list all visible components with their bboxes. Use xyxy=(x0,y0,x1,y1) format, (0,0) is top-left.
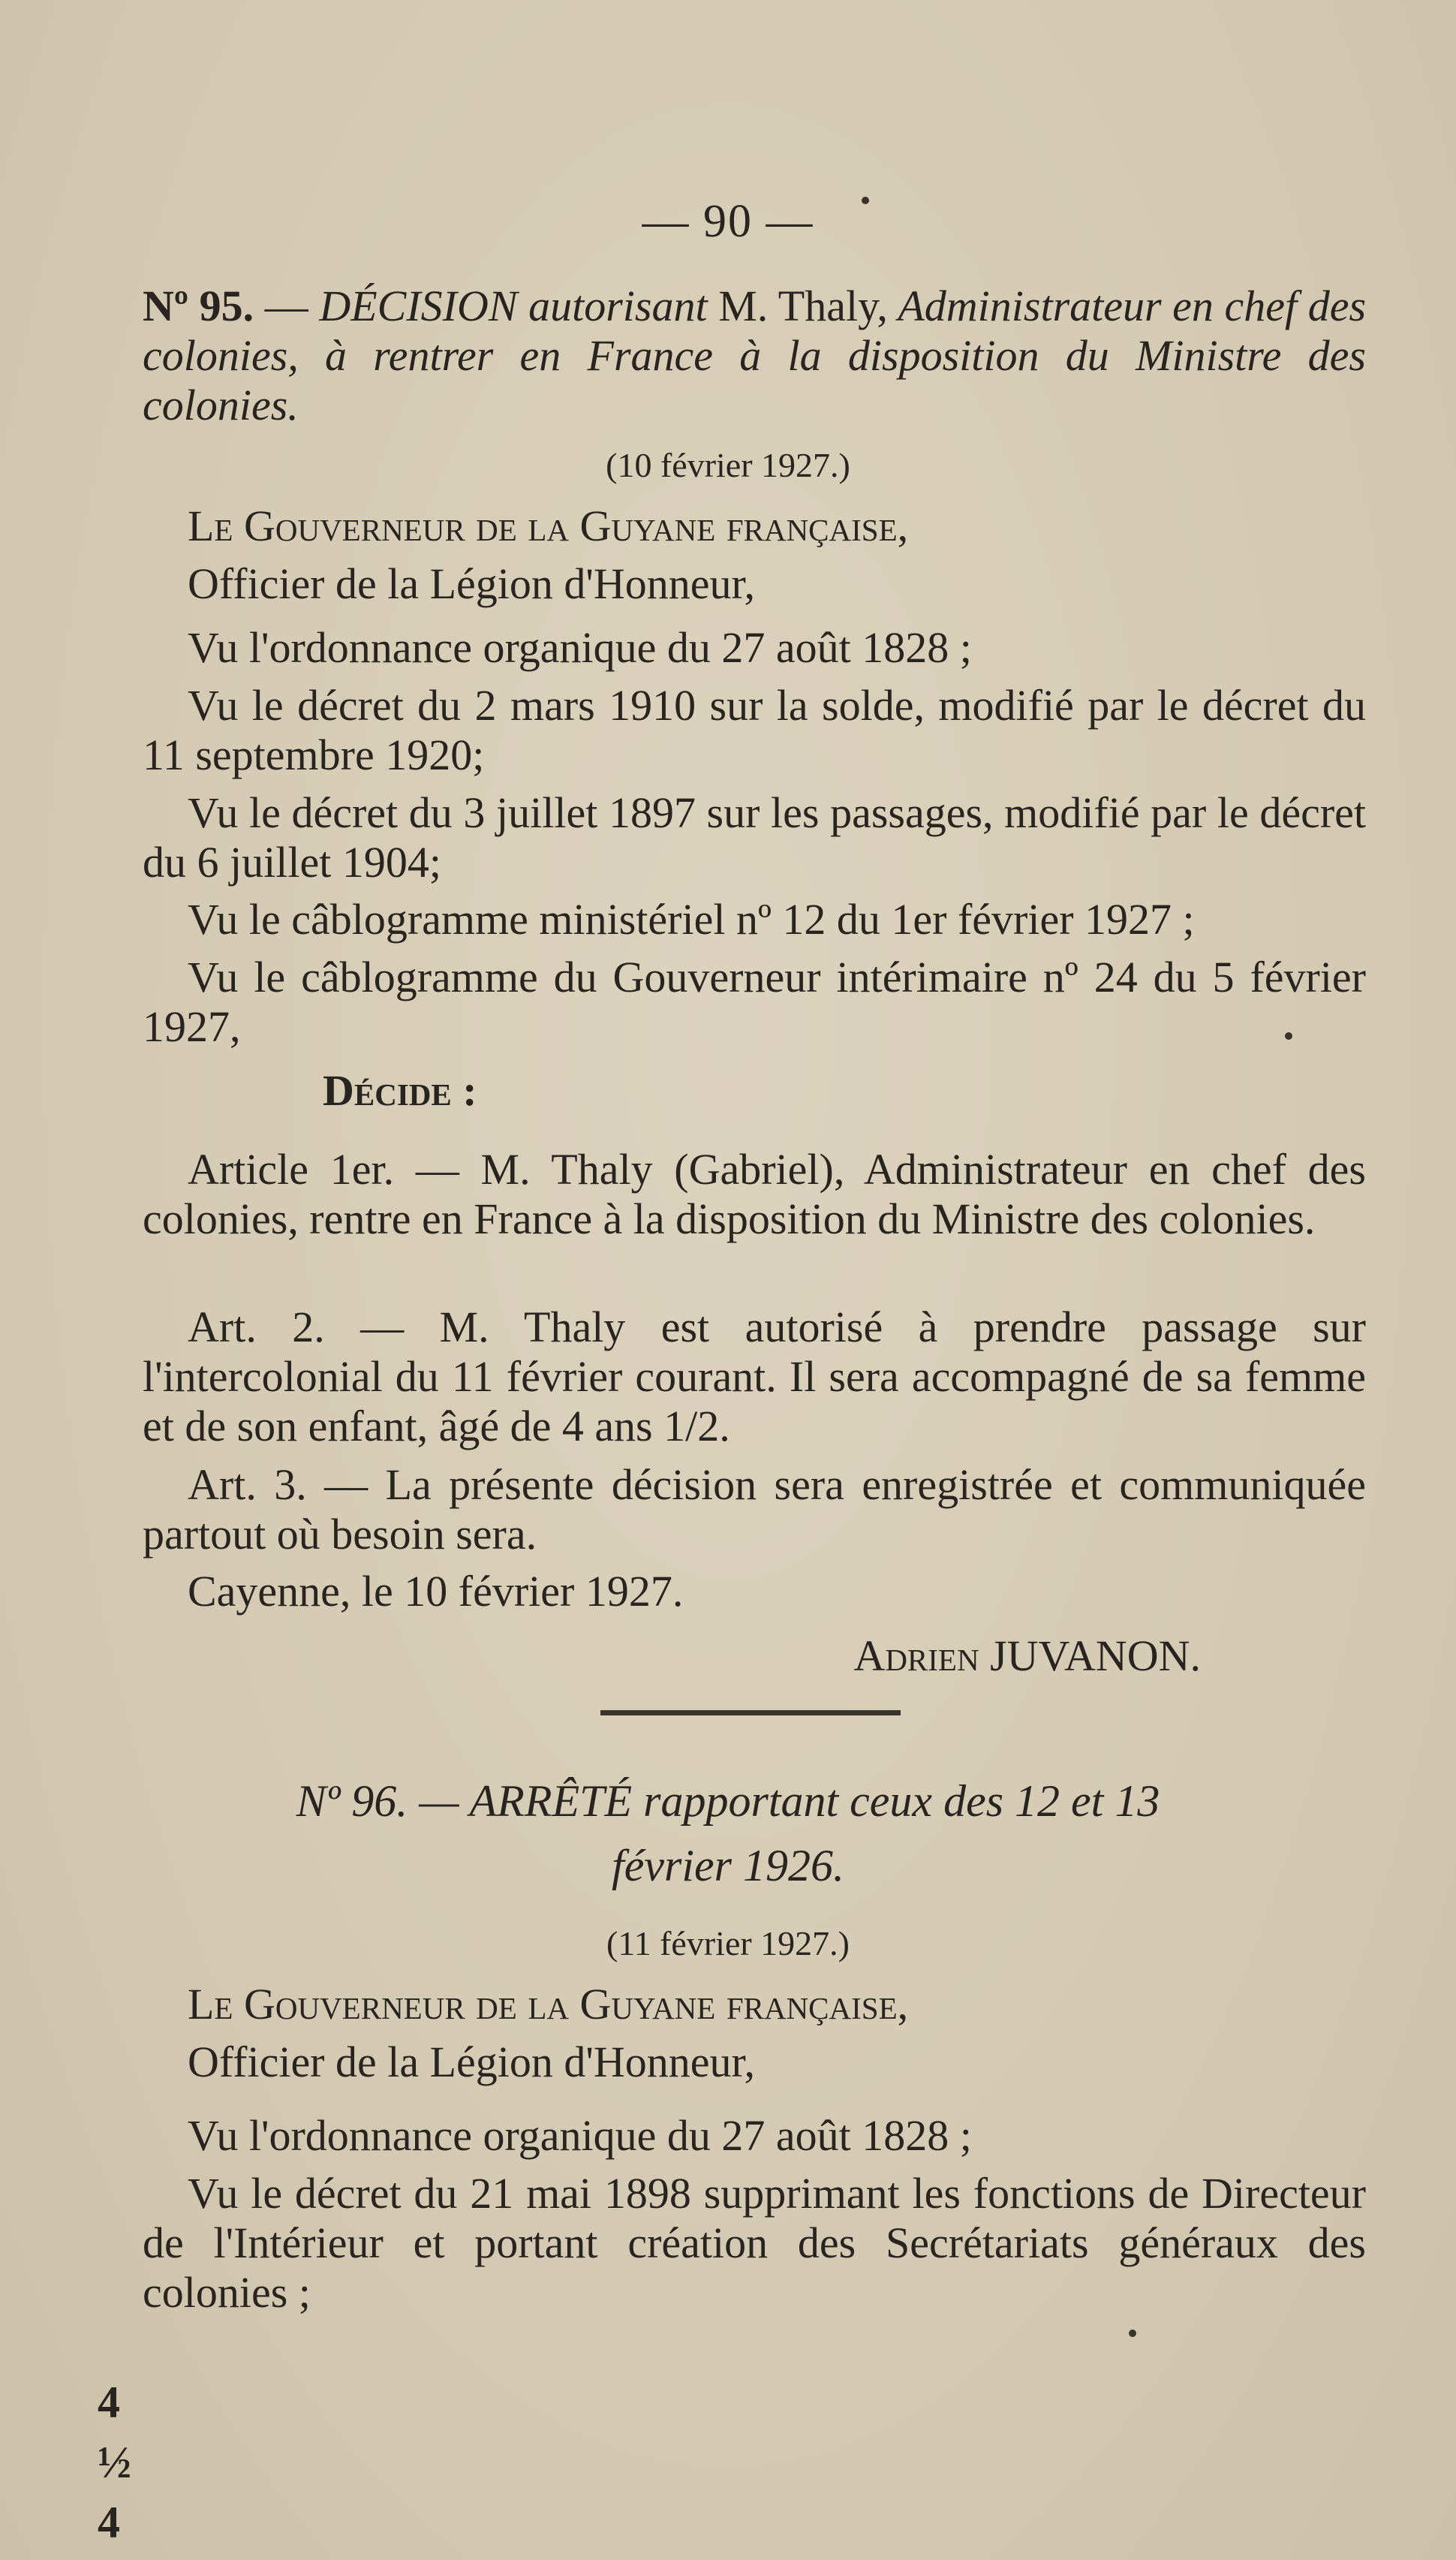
vu-clause: Vu le câblogramme ministériel nº 12 du 1er février 1927 ; xyxy=(188,895,1195,944)
article-3: Art. 3. — La présente décision sera enregistrée et communiquée partout où besoin sera. xyxy=(143,1460,1366,1559)
signature: Adrien JUVANON. xyxy=(853,1631,1201,1680)
decision-95-type: DÉCISION xyxy=(319,282,518,330)
officer-line: Officier de la Légion d'Honneur, xyxy=(188,2037,755,2086)
arrete-96-heading-line1 xyxy=(0,1772,1456,1830)
arrete-96-heading-text: Nº 96. — ARRÊTÉ rapportant ceux des 12 et 13 xyxy=(296,1776,1160,1826)
place-date: Cayenne, le 10 février 1927. xyxy=(188,1567,684,1616)
page-number: — 90 — xyxy=(642,196,814,247)
governor-line: Le Gouverneur de la Guyane française, xyxy=(188,1980,909,2028)
margin-mark: ½ xyxy=(98,2438,131,2487)
governor-line: Le Gouverneur de la Guyane française, xyxy=(188,501,909,550)
arrete-96-date: (11 février 1927.) xyxy=(606,1924,850,1962)
vu-clause: Vu le décret du 2 mars 1910 sur la solde, modifié par le décret du 11 septembre 1920; xyxy=(143,681,1366,779)
heading-text-1: autorisant xyxy=(517,282,719,330)
decision-95-date: (10 février 1927.) xyxy=(606,446,850,484)
article-2: Art. 2. — M. Thaly est autorisé à prendre passage sur l'intercolonial du 11 février courant. Il sera accompagné de sa femme et de son enfant, âgé de 4 ans 1/2. xyxy=(143,1303,1366,1450)
vu-clause: Vu l'ordonnance organique du 27 août 1828 ; xyxy=(188,623,972,672)
arrete-96-heading-date: février 1926. xyxy=(612,1841,844,1890)
decision-95-heading xyxy=(143,282,1366,430)
margin-mark: 4 xyxy=(98,2498,120,2547)
ink-speck xyxy=(1129,2330,1136,2337)
ink-speck xyxy=(1285,1032,1292,1040)
section-divider xyxy=(600,1710,901,1715)
heading-name: M. Thaly, xyxy=(718,282,888,330)
margin-mark: 4 xyxy=(98,2378,120,2427)
officer-line: Officier de la Légion d'Honneur, xyxy=(188,559,755,608)
vu-clause: Vu le décret du 3 juillet 1897 sur les passages, modifié par le décret du 6 juillet 1904; xyxy=(143,788,1366,887)
article-1: Article 1er. — M. Thaly (Gabriel), Administrateur en chef des colonies, rentre en France à la disposition du Ministre des colonies. xyxy=(143,1145,1366,1243)
decide-label: Décide : xyxy=(323,1066,477,1115)
decision-95-number: Nº 95. xyxy=(143,282,254,330)
vu-clause: Vu le câblogramme du Gouverneur intérimaire nº 24 du 5 février 1927, xyxy=(143,953,1366,1051)
heading-text-2: Administrateur en chef des colonies, à rentrer en France à la disposition du Ministre des colonies. xyxy=(143,282,1367,429)
vu-clause: Vu le décret du 21 mai 1898 supprimant les fonctions de Directeur de l'Intérieur et portant création des Secrétariats généraux des colonies ; xyxy=(143,2169,1366,2317)
arrete-96-heading-line2 xyxy=(0,1836,1456,1895)
ink-speck xyxy=(862,197,869,204)
heading-dash: — xyxy=(254,282,320,330)
vu-clause: Vu l'ordonnance organique du 27 août 1828 ; xyxy=(188,2111,972,2160)
